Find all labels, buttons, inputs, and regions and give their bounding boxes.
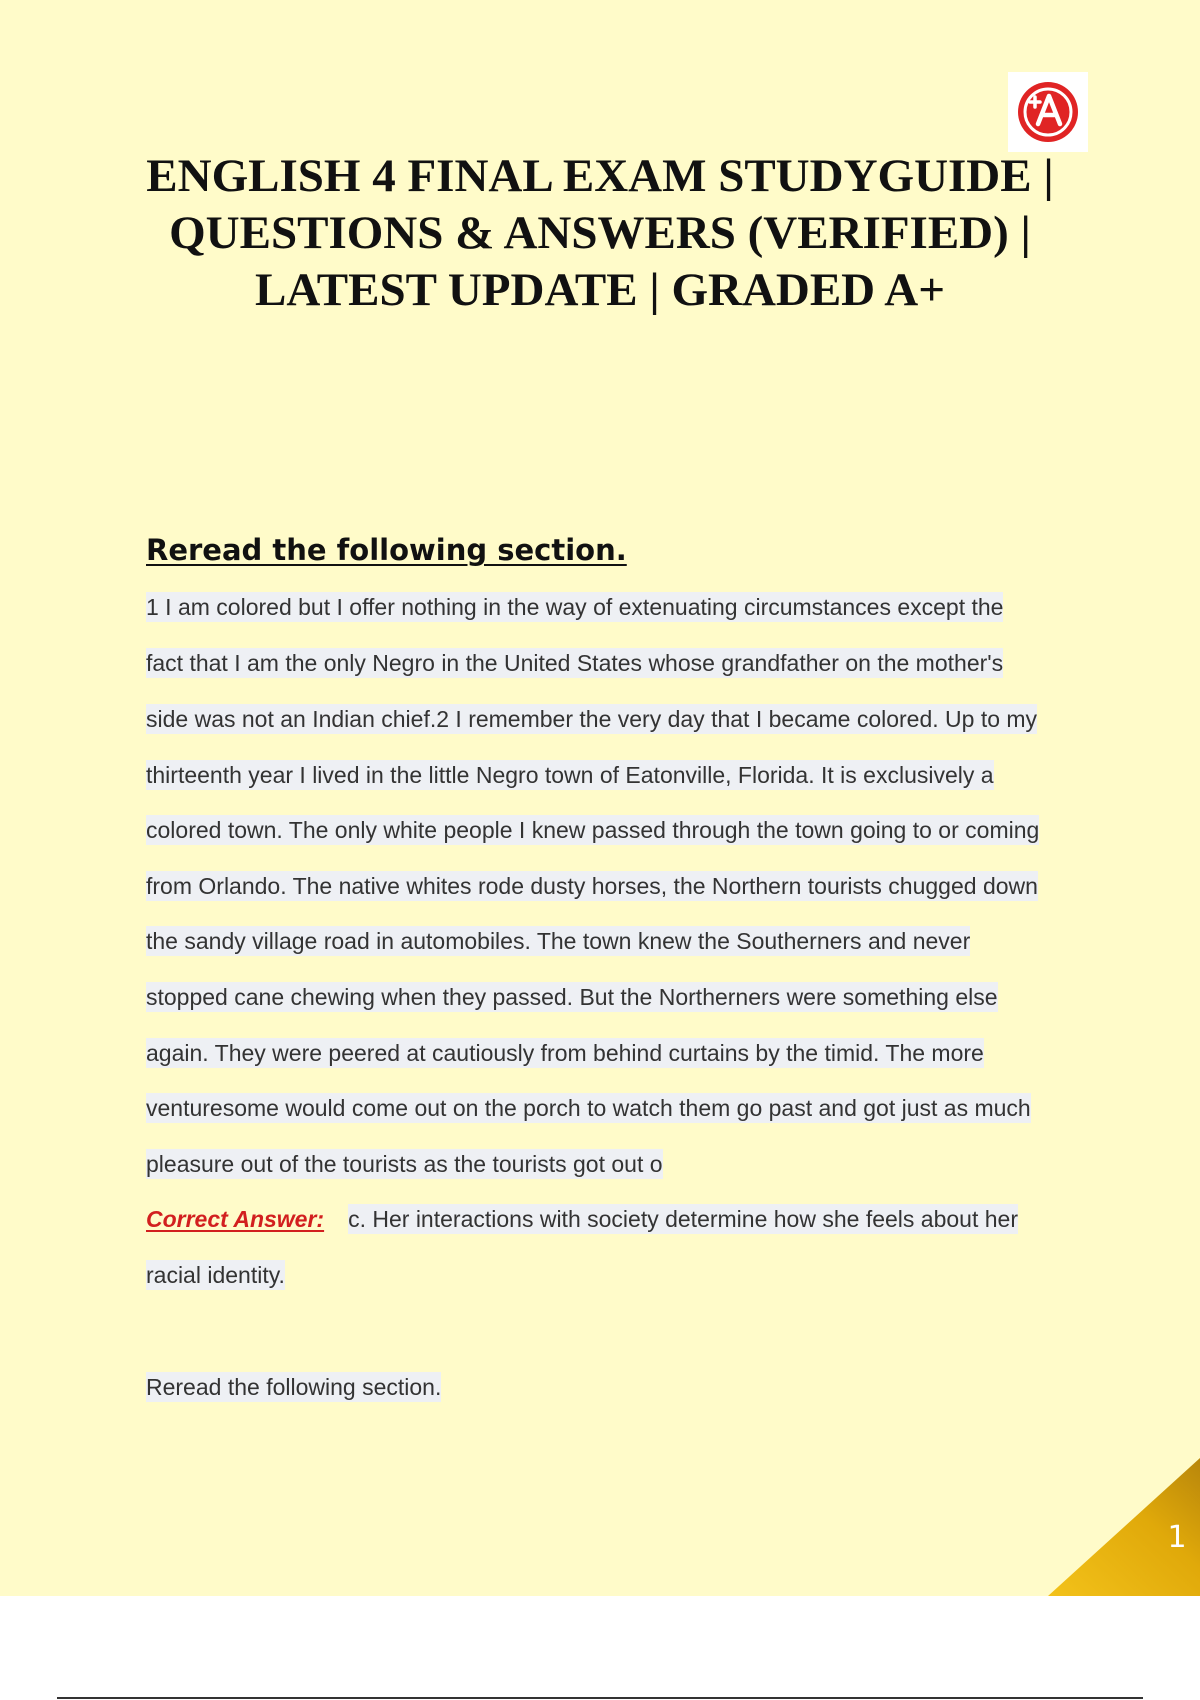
footer-divider bbox=[57, 1697, 1143, 1699]
next-question-prompt: Reread the following section. bbox=[146, 1374, 442, 1400]
answer-line-2 bbox=[146, 1258, 285, 1292]
title-line-1: ENGLISH 4 FINAL EXAM STUDYGUIDE | bbox=[146, 150, 1054, 202]
grade-a-plus-logo-icon bbox=[1008, 72, 1088, 152]
document-title bbox=[100, 148, 1100, 319]
passage-line: colored town. The only white people I knew passed through the town going to or coming bbox=[146, 817, 1040, 843]
correct-answer-label: Correct Answer: bbox=[146, 1206, 325, 1232]
passage-line: side was not an Indian chief.2 I remember the very day that I became colored. Up to my bbox=[146, 706, 1038, 732]
passage-line: the sandy village road in automobiles. The town knew the Southerners and never bbox=[146, 928, 971, 954]
passage-line: pleasure out of the tourists as the tourists got out o bbox=[146, 1151, 663, 1177]
passage-line: thirteenth year I lived in the little Negro town of Eatonville, Florida. It is exclusively a bbox=[146, 762, 994, 788]
passage-line: fact that I am the only Negro in the United States whose grandfather on the mother's bbox=[146, 650, 1004, 676]
passage-line: 1 I am colored but I offer nothing in the way of extenuating circumstances except the bbox=[146, 594, 1004, 620]
answer-line-1 bbox=[146, 1202, 1018, 1236]
title-line-2: QUESTIONS & ANSWERS (VERIFIED) | bbox=[169, 207, 1031, 259]
section-heading: Reread the following section. bbox=[146, 533, 627, 567]
passage-line: from Orlando. The native whites rode dusty horses, the Northern tourists chugged down bbox=[146, 873, 1038, 899]
page-number: 1 bbox=[1167, 1520, 1187, 1555]
passage-line: again. They were peered at cautiously from behind curtains by the timid. The more bbox=[146, 1040, 984, 1066]
passage-line: stopped cane chewing when they passed. But the Northerners were something else bbox=[146, 984, 998, 1010]
title-line-3: LATEST UPDATE | GRADED A+ bbox=[254, 264, 946, 316]
passage-line: venturesome would come out on the porch to watch them go past and got just as much bbox=[146, 1095, 1031, 1121]
answer-text-continued: racial identity. bbox=[146, 1262, 285, 1288]
answer-text: c. Her interactions with society determine how she feels about her bbox=[348, 1206, 1018, 1232]
